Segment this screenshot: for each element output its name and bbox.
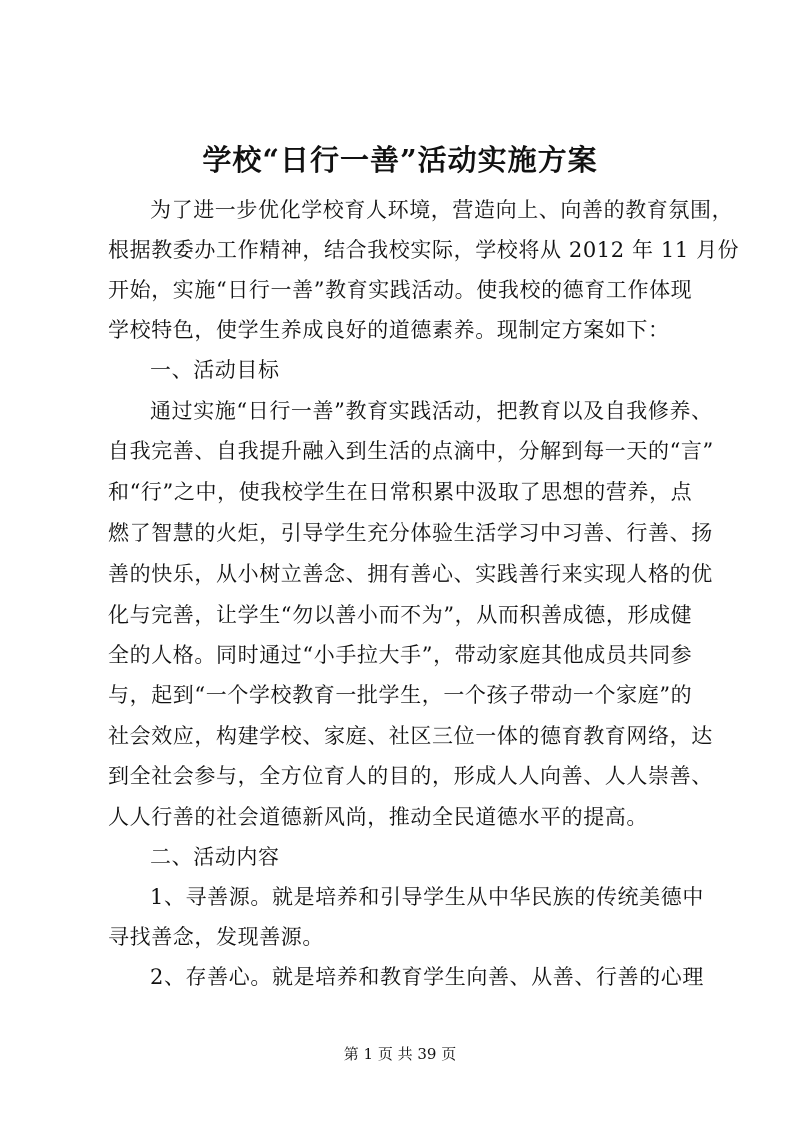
paragraph-line: 善的快乐，从小树立善念、拥有善心、实践善行来实现人格的优 xyxy=(108,562,713,586)
paragraph-line: 自我完善、自我提升融入到生活的点滴中，分解到每一天的“言” xyxy=(108,439,714,463)
section-heading: 二、活动内容 xyxy=(150,845,280,869)
paragraph-line: 到全社会参与，全方位育人的目的，形成人人向善、人人崇善、 xyxy=(108,764,713,788)
page-number: 第 1 页 共 39 页 xyxy=(343,1045,457,1063)
paragraph-line: 社会效应，构建学校、家庭、社区三位一体的德育教育网络，达 xyxy=(108,724,713,748)
paragraph-line: 学校特色，使学生养成良好的道德素养。现制定方案如下： xyxy=(108,318,670,342)
paragraph-line: 和“行”之中，使我校学生在日常积累中汲取了思想的营养，点 xyxy=(108,480,693,504)
paragraph-line: 2、存善心。就是培养和教育学生向善、从善、行善的心理 xyxy=(150,965,704,989)
paragraph-line: 通过实施“日行一善”教育实践活动，把教育以及自我修养、 xyxy=(150,399,713,423)
document-title: 学校“日行一善”活动实施方案 xyxy=(202,143,598,177)
paragraph-line: 与，起到“一个学校教育一批学生，一个孩子带动一个家庭”的 xyxy=(108,683,693,707)
paragraph-line: 全的人格。同时通过“小手拉大手”，带动家庭其他成员共同参 xyxy=(108,643,693,667)
paragraph-line: 寻找善念，发现善源。 xyxy=(108,925,324,949)
paragraph-line: 燃了智慧的火炬，引导学生充分体验生活学习中习善、行善、扬 xyxy=(108,521,713,545)
section-heading: 一、活动目标 xyxy=(150,358,280,382)
paragraph-line: 根据教委办工作精神，结合我校实际，学校将从 2012 年 11 月份 xyxy=(108,238,740,262)
paragraph-line: 为了进一步优化学校育人环境，营造向上、向善的教育氛围， xyxy=(150,198,734,222)
paragraph-line: 1、寻善源。就是培养和引导学生从中华民族的传统美德中 xyxy=(150,885,704,909)
paragraph-line: 开始，实施“日行一善”教育实践活动。使我校的德育工作体现 xyxy=(108,278,693,302)
paragraph-line: 人人行善的社会道德新风尚，推动全民道德水平的提高。 xyxy=(108,805,648,829)
paragraph-line: 化与完善，让学生“勿以善小而不为”，从而积善成德，形成健 xyxy=(108,603,693,627)
